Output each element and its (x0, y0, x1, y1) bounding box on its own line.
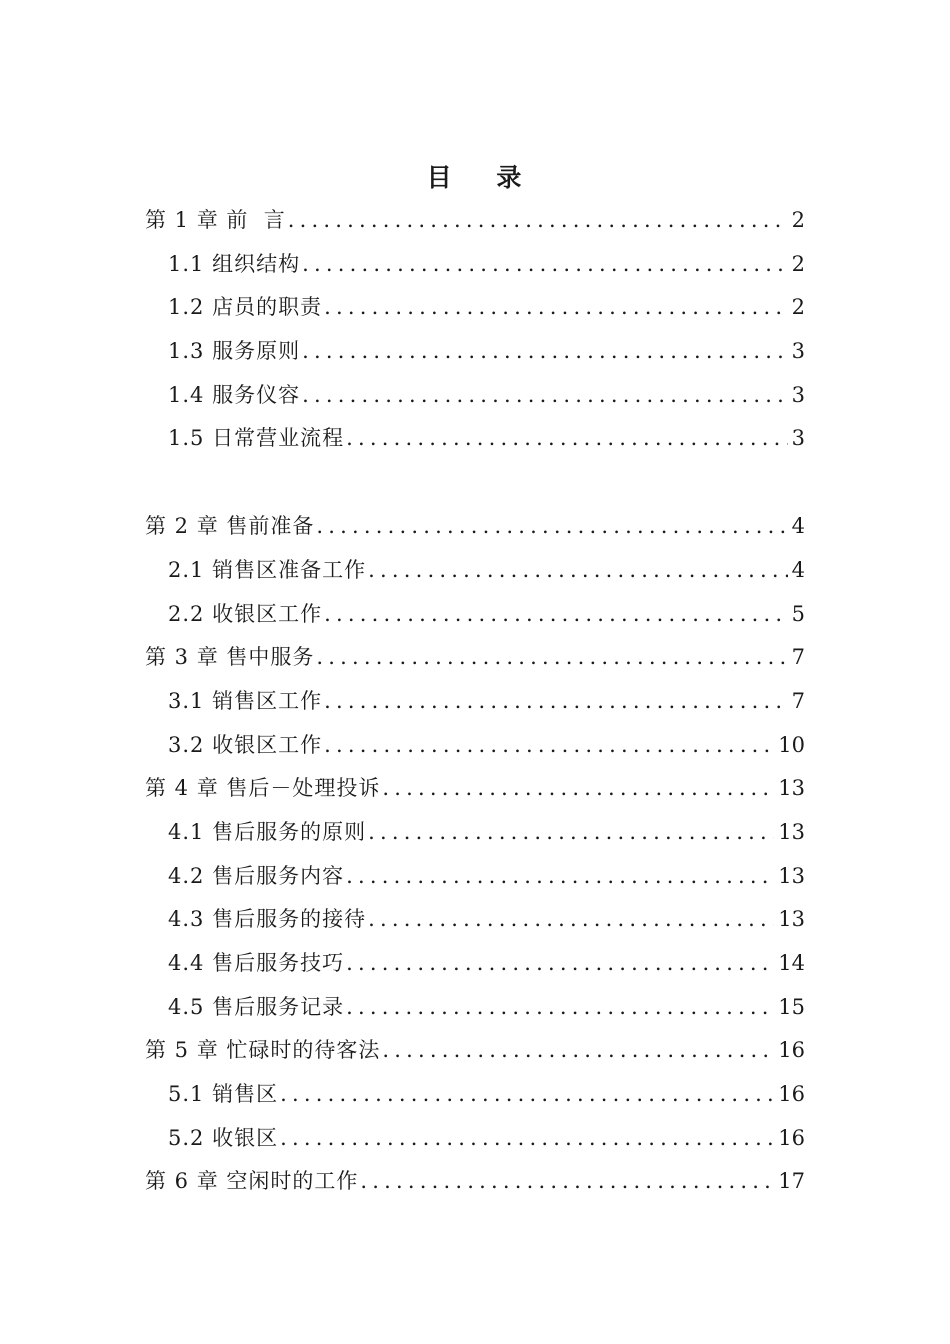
toc-entry-label: 第 4 章 售后－处理投诉 (145, 776, 381, 801)
toc-entry-label: 3.2 收银区工作 (168, 732, 323, 757)
toc-dot-leader (302, 243, 788, 287)
toc-dot-leader (382, 1029, 774, 1073)
toc-page-number: 2 (791, 208, 805, 232)
toc-entry-chapter-5[interactable] (145, 1029, 805, 1073)
toc-entry-1-4[interactable] (145, 374, 805, 418)
toc-entry-4-5[interactable] (145, 986, 805, 1030)
toc-page-number: 4 (791, 557, 805, 582)
toc-entry-label: 第 6 章 空闲时的工作 (145, 1169, 359, 1194)
toc-entry-label: 第 5 章 忙碌时的待客法 (145, 1038, 381, 1063)
toc-entry-label: 1.3 服务原则 (168, 339, 301, 364)
toc-entry-chapter-6[interactable] (145, 1160, 805, 1204)
toc-entry-2-2[interactable] (145, 593, 805, 637)
toc-entry-label: 4.2 售后服务内容 (168, 863, 345, 888)
toc-page-number: 2 (791, 251, 805, 276)
toc-dot-leader (360, 1160, 774, 1204)
toc-dot-leader (280, 1073, 774, 1117)
toc-entry-label: 第 2 章 售前准备 (145, 514, 315, 539)
toc-page-number: 16 (778, 1038, 805, 1063)
table-of-contents (145, 199, 805, 1204)
toc-entry-1-1[interactable] (145, 243, 805, 287)
toc-page-number: 2 (791, 295, 805, 320)
toc-entry-chapter-4[interactable] (145, 767, 805, 811)
toc-entry-4-3[interactable] (145, 898, 805, 942)
toc-entry-2-1[interactable] (145, 549, 805, 593)
toc-page-number: 15 (778, 994, 805, 1019)
toc-entry-5-1[interactable] (145, 1073, 805, 1117)
toc-dot-leader (316, 505, 787, 549)
toc-entry-chapter-1[interactable] (145, 199, 805, 243)
toc-entry-1-3[interactable] (145, 330, 805, 374)
toc-entry-4-4[interactable] (145, 942, 805, 986)
toc-dot-leader (368, 898, 774, 942)
toc-entry-1-2[interactable] (145, 286, 805, 330)
toc-page-number: 3 (791, 339, 805, 364)
toc-entry-label: 5.2 收银区 (168, 1125, 279, 1150)
toc-entry-chapter-2[interactable] (145, 505, 805, 549)
toc-entry-label: 5.1 销售区 (168, 1082, 279, 1107)
toc-dot-leader (302, 330, 788, 374)
toc-entry-4-1[interactable] (145, 811, 805, 855)
toc-page-number: 13 (778, 907, 805, 932)
toc-entry-5-2[interactable] (145, 1117, 805, 1161)
toc-page-number: 16 (778, 1125, 805, 1150)
toc-dot-leader (346, 417, 788, 461)
toc-entry-label: 4.5 售后服务记录 (168, 994, 345, 1019)
toc-entry-label: 4.1 售后服务的原则 (168, 819, 367, 844)
toc-dot-leader (324, 593, 788, 637)
toc-entry-label: 3.1 销售区工作 (168, 688, 323, 713)
toc-page-number: 13 (778, 819, 805, 844)
toc-page-number: 7 (791, 645, 805, 670)
toc-dot-leader (382, 767, 774, 811)
toc-dot-leader (324, 286, 788, 330)
page-title: 目 录 (426, 163, 524, 192)
toc-dot-leader (368, 549, 788, 593)
toc-page-number: 16 (778, 1082, 805, 1107)
toc-entry-label: 4.4 售后服务技巧 (168, 951, 345, 975)
toc-dot-leader (316, 636, 787, 680)
toc-dot-leader (324, 680, 788, 724)
toc-entry-1-5[interactable] (145, 417, 805, 461)
toc-page-number: 3 (791, 426, 805, 451)
toc-page-number: 10 (778, 732, 805, 757)
toc-page-number: 3 (791, 382, 805, 407)
toc-page-number: 7 (791, 688, 805, 713)
toc-entry-label: 第 3 章 售中服务 (145, 645, 315, 670)
toc-dot-leader (302, 374, 788, 418)
toc-dot-leader (368, 811, 774, 855)
toc-entry-label: 1.4 服务仪容 (168, 382, 301, 407)
toc-dot-leader (346, 986, 774, 1030)
toc-entry-label: 1.5 日常营业流程 (168, 426, 345, 451)
toc-entry-label: 1.1 组织结构 (168, 251, 301, 276)
toc-dot-leader (346, 855, 774, 899)
toc-dot-leader (324, 724, 774, 768)
toc-page-number: 5 (791, 601, 805, 626)
toc-page-number: 4 (791, 514, 805, 539)
toc-dot-leader (280, 1117, 774, 1161)
toc-entry-4-2[interactable] (145, 855, 805, 899)
toc-page-number: 13 (778, 863, 805, 888)
toc-entry-3-1[interactable] (145, 680, 805, 724)
toc-dot-leader (346, 942, 774, 986)
toc-entry-label: 2.2 收银区工作 (168, 601, 323, 626)
toc-page-number: 13 (778, 776, 805, 801)
toc-entry-label: 2.1 销售区准备工作 (168, 557, 367, 582)
toc-entry-label: 1.2 店员的职责 (168, 295, 323, 320)
toc-entry-chapter-3[interactable] (145, 636, 805, 680)
toc-entry-label: 第 1 章 前 言 (145, 208, 286, 232)
toc-entry-3-2[interactable] (145, 724, 805, 768)
toc-page-number: 17 (778, 1169, 805, 1194)
toc-dot-leader (288, 199, 788, 243)
toc-page-number: 14 (778, 951, 805, 975)
toc-entry-label: 4.3 售后服务的接待 (168, 907, 367, 932)
